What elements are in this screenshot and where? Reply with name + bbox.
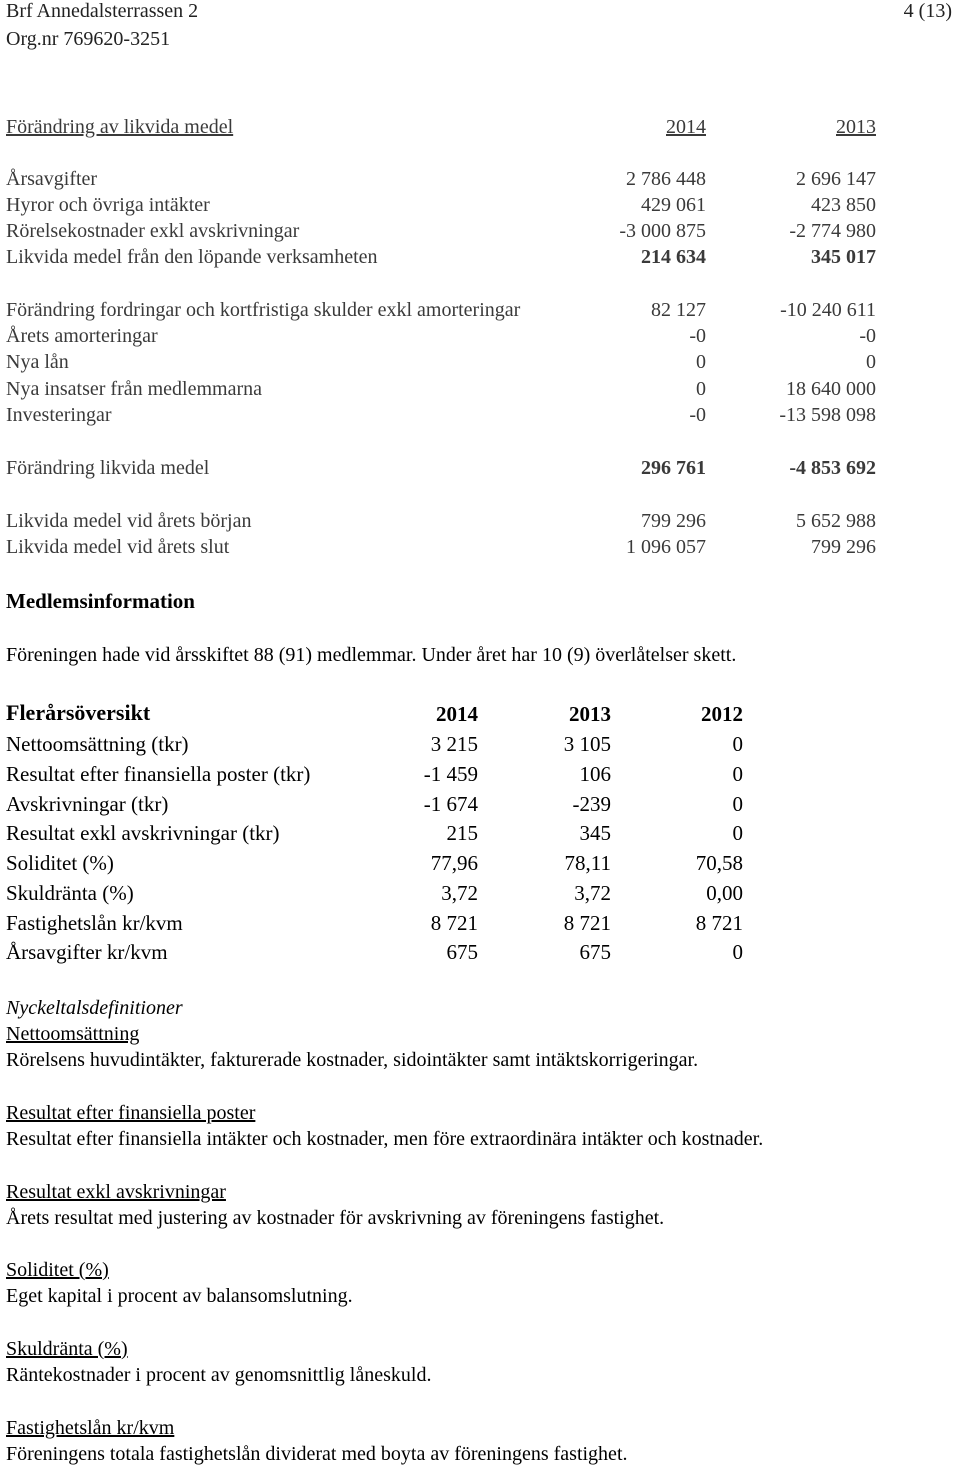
cashflow-row-label: Nya lån	[6, 351, 69, 373]
cashflow-row-2014: -0	[689, 325, 706, 347]
cashflow-col-2014: 2014	[666, 116, 706, 138]
overview-row-label: Fastighetslån kr/kvm	[6, 911, 183, 935]
cashflow-row-2014: 0	[696, 351, 706, 373]
overview-row-label: Nettoomsättning (tkr)	[6, 732, 189, 756]
definitions-title: Nyckeltalsdefinitioner	[6, 997, 183, 1019]
cashflow-row-2013: 345 017	[811, 246, 876, 268]
overview-value: 0	[732, 821, 743, 845]
members-title: Medlemsinformation	[6, 589, 195, 613]
overview-row-label: Soliditet (%)	[6, 851, 114, 875]
overview-title: Flerårsöversikt	[6, 700, 151, 725]
cashflow-row-2014: 2 786 448	[626, 168, 706, 190]
overview-value: 78,11	[564, 851, 611, 875]
definition-text: Årets resultat med justering av kostnader för avskrivning av föreningens fastighet.	[6, 1207, 665, 1229]
cashflow-row-2014: 799 296	[641, 510, 706, 532]
overview-row-label: Resultat efter finansiella poster (tkr)	[6, 762, 311, 786]
overview-value: 8 721	[563, 911, 611, 935]
definition-term: Skuldränta (%)	[6, 1338, 128, 1360]
overview-value: 675	[579, 940, 611, 964]
cashflow-row-label: Likvida medel vid årets början	[6, 510, 252, 532]
org-name: Brf Annedalsterrassen 2	[6, 0, 199, 22]
cashflow-row-2013: -2 774 980	[789, 220, 876, 242]
definition-text: Eget kapital i procent av balansomslutning.	[6, 1285, 353, 1307]
cashflow-row-label: Nya insatser från medlemmarna	[6, 378, 263, 400]
overview-row-label: Avskrivningar (tkr)	[6, 792, 169, 816]
overview-value: 345	[579, 821, 611, 845]
overview-year-2012: 2012	[701, 702, 743, 726]
cashflow-row-label: Årsavgifter	[6, 168, 98, 190]
cashflow-row-2013: -0	[859, 325, 876, 347]
overview-value: 675	[446, 940, 478, 964]
cashflow-row-2014: 296 761	[641, 457, 706, 479]
overview-row-label: Resultat exkl avskrivningar (tkr)	[6, 821, 280, 845]
cashflow-row-label: Förändring fordringar och kortfristiga skulder exkl amorteringar	[6, 299, 521, 321]
overview-value: 8 721	[430, 911, 478, 935]
overview-value: 77,96	[430, 851, 478, 875]
overview-value: 0	[732, 940, 743, 964]
cashflow-row-2013: 18 640 000	[786, 378, 876, 400]
overview-year-2014: 2014	[436, 702, 478, 726]
definition-term: Soliditet (%)	[6, 1259, 109, 1281]
definition-term: Fastighetslån kr/kvm	[6, 1417, 175, 1439]
cashflow-row-label: Förändring likvida medel	[6, 457, 210, 479]
overview-value: 0	[732, 792, 743, 816]
overview-value: 0	[732, 762, 743, 786]
cashflow-row-label: Årets amorteringar	[6, 325, 158, 347]
cashflow-row-2013: 2 696 147	[796, 168, 876, 190]
cashflow-row-2013: 799 296	[811, 536, 876, 558]
overview-value: 0	[732, 732, 743, 756]
overview-value: 106	[579, 762, 611, 786]
cashflow-row-2014: 429 061	[641, 194, 706, 216]
definition-text: Rörelsens huvudintäkter, fakturerade kostnader, sidointäkter samt intäktskorrigeringar.	[6, 1049, 699, 1071]
cashflow-row-2014: 1 096 057	[626, 536, 706, 558]
overview-row-label: Skuldränta (%)	[6, 881, 134, 905]
page-number: 4 (13)	[903, 0, 952, 22]
cashflow-row-2013: -13 598 098	[779, 404, 876, 426]
overview-value: -1 674	[423, 792, 478, 816]
cashflow-row-2014: 214 634	[641, 246, 706, 268]
overview-value: 3 215	[430, 732, 478, 756]
cashflow-row-label: Investeringar	[6, 404, 112, 426]
cashflow-row-label: Likvida medel vid årets slut	[6, 536, 230, 558]
cashflow-row-label: Likvida medel från den löpande verksamheten	[6, 246, 378, 268]
cashflow-col-2013: 2013	[836, 116, 876, 138]
cashflow-row-2013: 0	[866, 351, 876, 373]
cashflow-row-2013: -4 853 692	[789, 457, 876, 479]
overview-value: 3 105	[563, 732, 611, 756]
cashflow-row-2014: 82 127	[651, 299, 706, 321]
overview-value: 8 721	[695, 911, 743, 935]
cashflow-row-2014: 0	[696, 378, 706, 400]
overview-value: 3,72	[574, 881, 611, 905]
definition-term: Nettoomsättning	[6, 1023, 140, 1045]
cashflow-row-label: Rörelsekostnader exkl avskrivningar	[6, 220, 300, 242]
cashflow-row-2014: -3 000 875	[619, 220, 706, 242]
members-text: Föreningen hade vid årsskiftet 88 (91) medlemmar. Under året har 10 (9) överlåtelser skett.	[6, 644, 737, 666]
definition-text: Resultat efter finansiella intäkter och kostnader, men före extraordinära intäkter och kostnader.	[6, 1128, 764, 1150]
overview-value: -1 459	[423, 762, 478, 786]
definition-term: Resultat efter finansiella poster	[6, 1102, 256, 1124]
overview-value: 3,72	[441, 881, 478, 905]
overview-value: 70,58	[695, 851, 743, 875]
overview-year-2013: 2013	[569, 702, 611, 726]
overview-value: -239	[572, 792, 611, 816]
cashflow-row-2013: -10 240 611	[780, 299, 876, 321]
definition-text: Räntekostnader i procent av genomsnittlig låneskuld.	[6, 1364, 432, 1386]
overview-value: 0,00	[706, 881, 743, 905]
org-number: Org.nr 769620-3251	[6, 28, 171, 50]
cashflow-title: Förändring av likvida medel	[6, 116, 234, 138]
overview-value: 215	[446, 821, 478, 845]
cashflow-row-2013: 423 850	[811, 194, 876, 216]
definition-text: Föreningens totala fastighetslån dividerat med boyta av föreningens fastighet.	[6, 1443, 628, 1465]
cashflow-row-label: Hyror och övriga intäkter	[6, 194, 210, 216]
definition-term: Resultat exkl avskrivningar	[6, 1181, 226, 1203]
cashflow-row-2014: -0	[689, 404, 706, 426]
cashflow-row-2013: 5 652 988	[796, 510, 876, 532]
overview-row-label: Årsavgifter kr/kvm	[6, 940, 168, 964]
